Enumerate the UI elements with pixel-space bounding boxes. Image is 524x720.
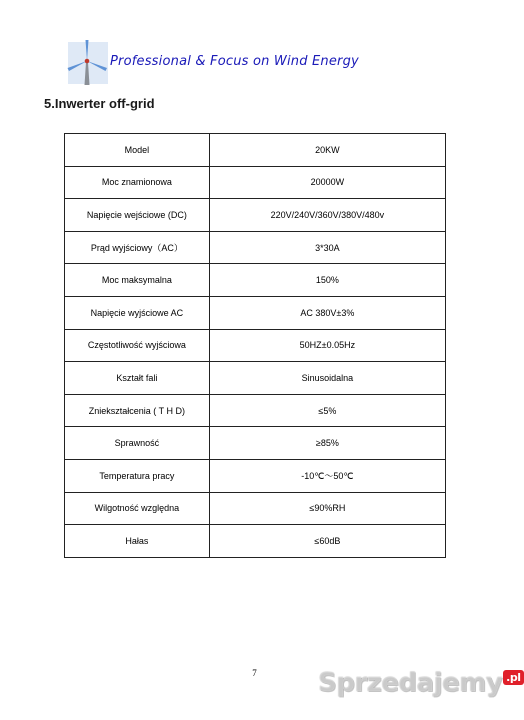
table-row <box>65 134 446 167</box>
table-row <box>65 329 446 362</box>
spec-value: ≤60dB <box>209 525 445 558</box>
spec-value: 20000W <box>209 166 445 199</box>
watermark <box>318 668 524 698</box>
table-row <box>65 296 446 329</box>
spec-label: Hałas <box>65 525 210 558</box>
spec-label: Model <box>65 134 210 167</box>
table-row <box>65 525 446 558</box>
header-tagline: Professional & Focus on Wind Energy <box>110 54 359 69</box>
spec-label: Napięcie wyjściowe AC <box>65 296 210 329</box>
watermark-badge: .pl <box>503 670 523 685</box>
table-row <box>65 199 446 232</box>
spec-label: Moc znamionowa <box>65 166 210 199</box>
wind-turbine-icon <box>62 38 112 88</box>
spec-value: 220V/240V/360V/380V/480v <box>209 199 445 232</box>
spec-value: 3*30A <box>209 231 445 264</box>
table-row <box>65 166 446 199</box>
page-number: 7 <box>252 668 257 678</box>
table-row <box>65 459 446 492</box>
table-row <box>65 362 446 395</box>
spec-value: 20KW <box>209 134 445 167</box>
spec-value: AC 380V±3% <box>209 296 445 329</box>
watermark-text: Sprzedajemy <box>318 668 503 698</box>
spec-label: Napięcie wejściowe (DC) <box>65 199 210 232</box>
spec-label: Moc maksymalna <box>65 264 210 297</box>
table-row <box>65 231 446 264</box>
spec-table <box>64 133 446 558</box>
spec-value: 150% <box>209 264 445 297</box>
table-row <box>65 394 446 427</box>
spec-label: Zniekształcenia ( T H D) <box>65 394 210 427</box>
spec-label: Wilgotność względna <box>65 492 210 525</box>
spec-value: ≤90%RH <box>209 492 445 525</box>
spec-label: Kształt fali <box>65 362 210 395</box>
spec-value: ≤5% <box>209 394 445 427</box>
table-row <box>65 264 446 297</box>
spec-label: Częstotliwość wyjściowa <box>65 329 210 362</box>
table-row <box>65 427 446 460</box>
page-header <box>62 38 462 88</box>
section-title: 5.Inwerter off-grid <box>44 96 155 111</box>
spec-value: 50HZ±0.05Hz <box>209 329 445 362</box>
spec-label: Sprawność <box>65 427 210 460</box>
table-row <box>65 492 446 525</box>
spec-value: ≥85% <box>209 427 445 460</box>
spec-label: Temperatura pracy <box>65 459 210 492</box>
spec-label: Prąd wyjściowy（AC） <box>65 231 210 264</box>
spec-value: -10℃～50℃ <box>209 459 445 492</box>
spec-value: Sinusoidalna <box>209 362 445 395</box>
